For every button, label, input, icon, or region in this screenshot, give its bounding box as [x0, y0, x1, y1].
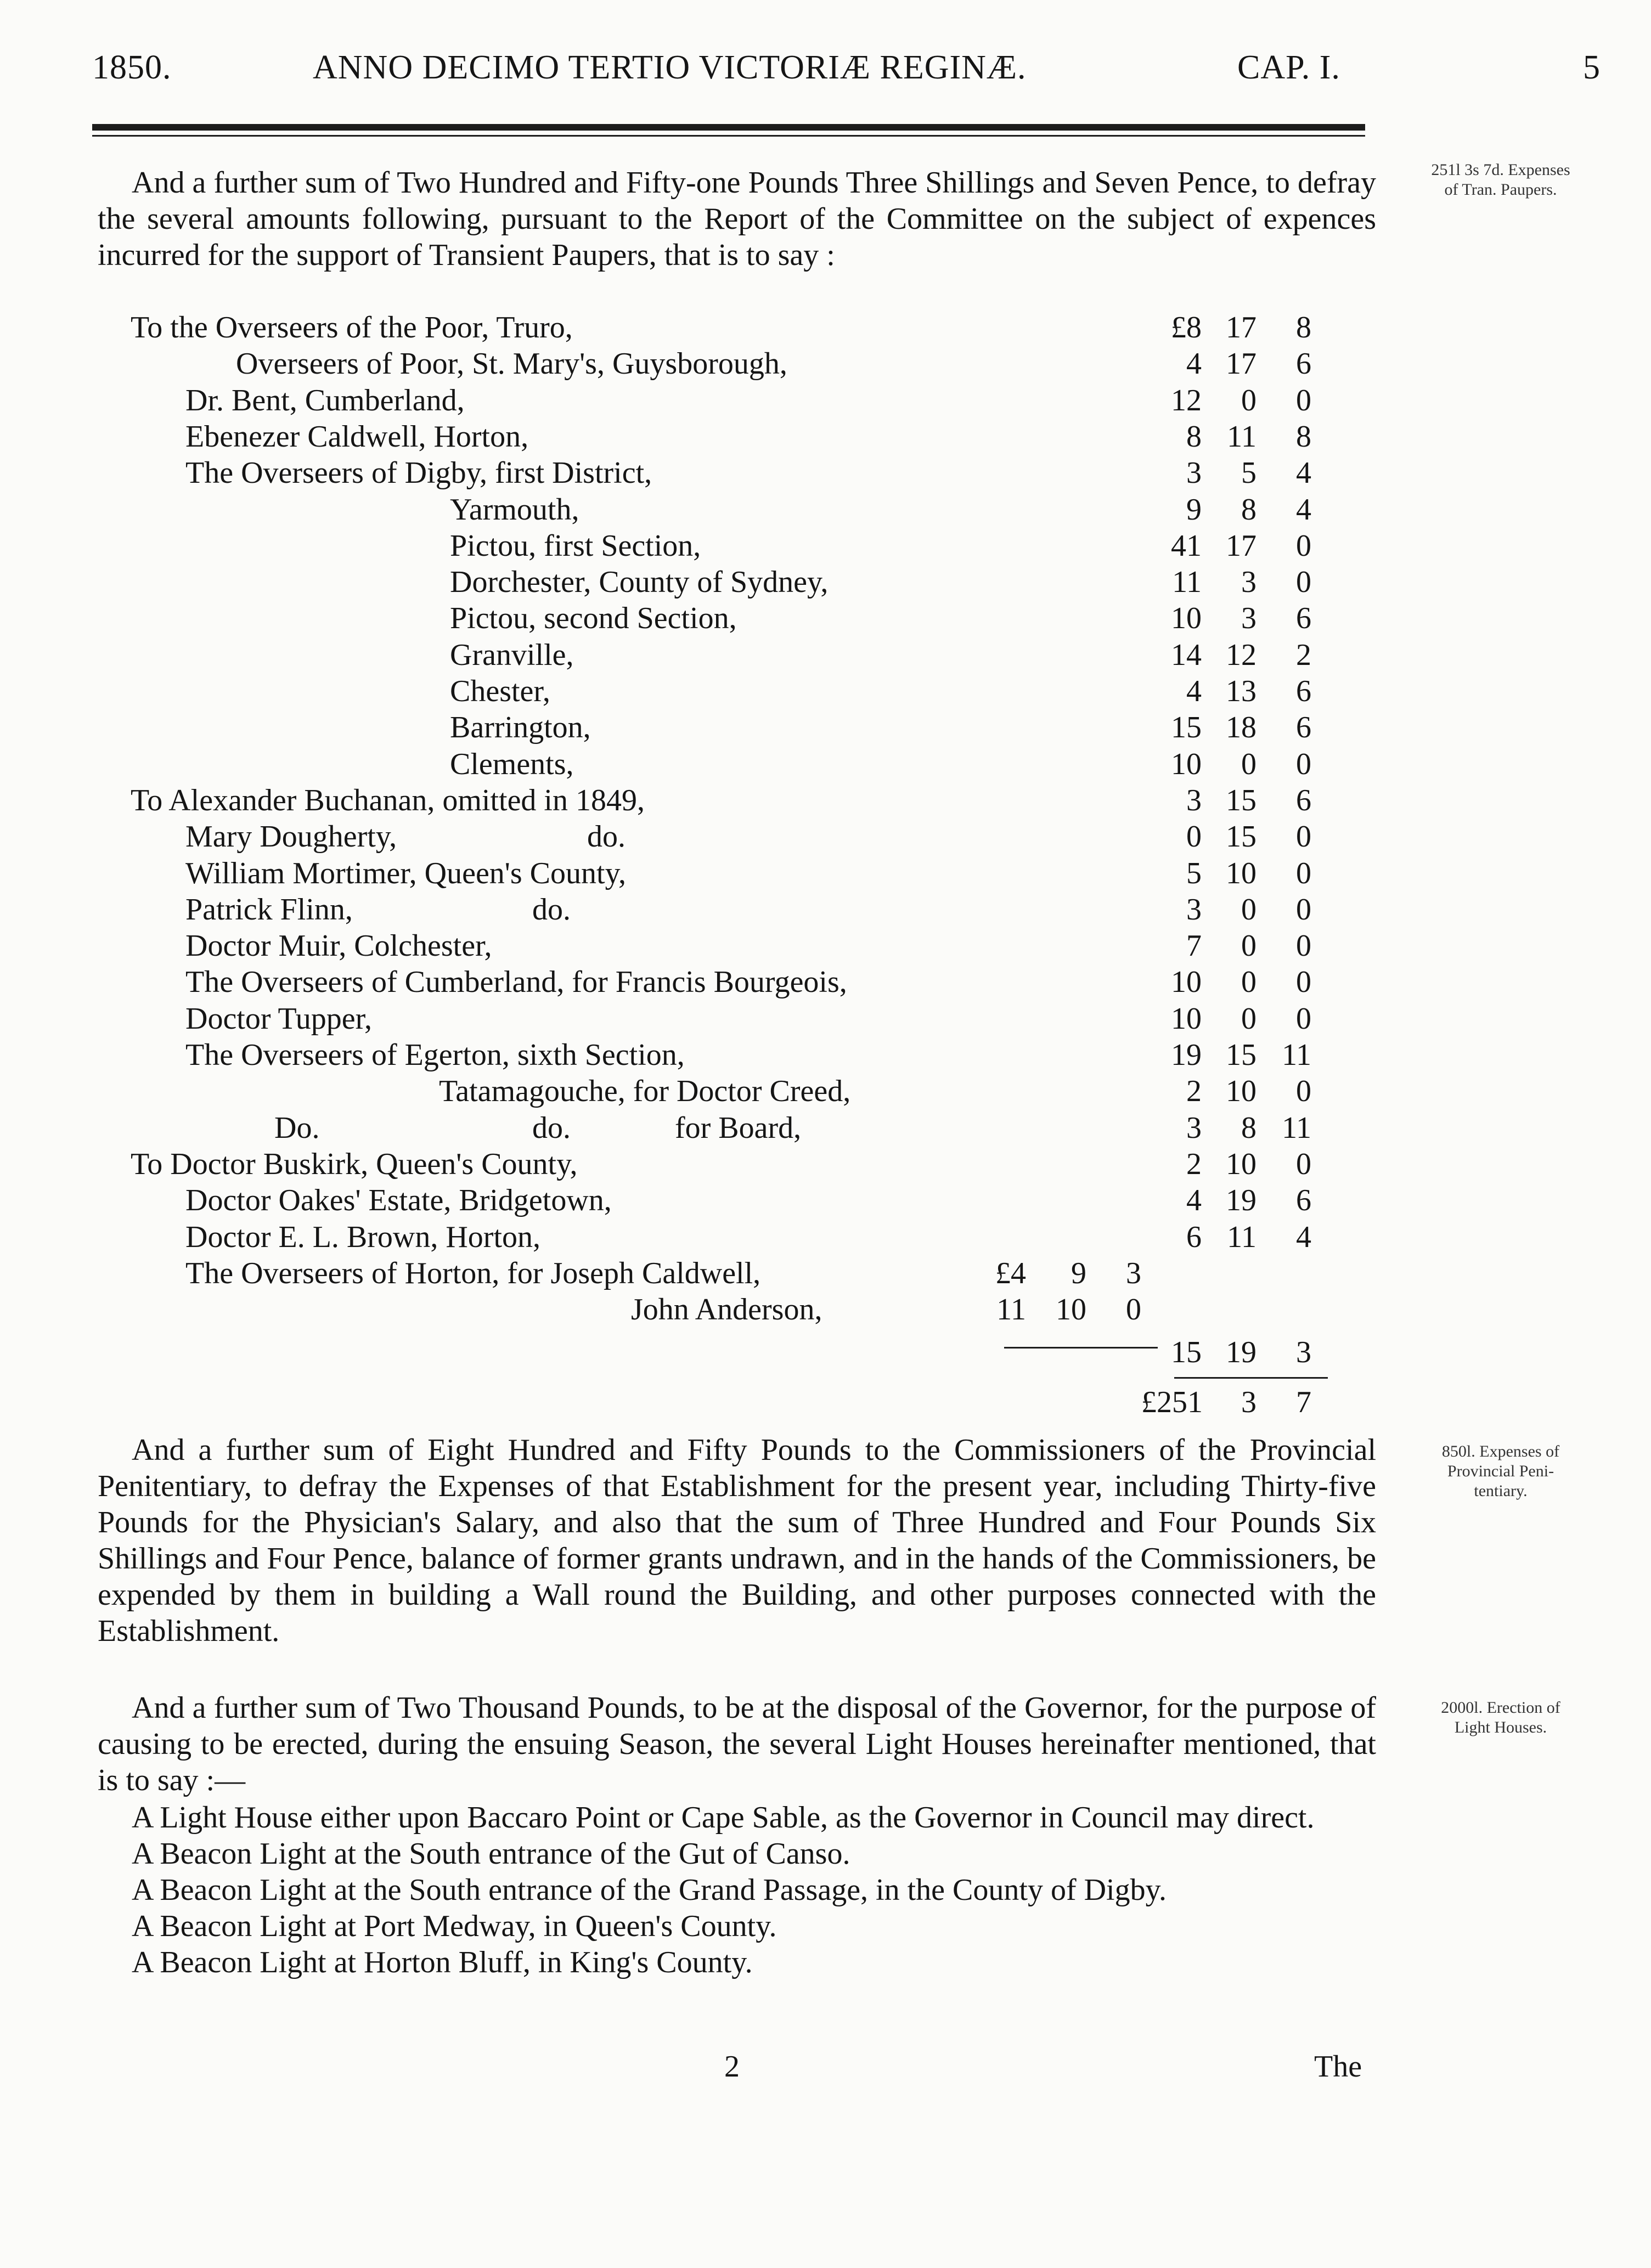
amount-shillings: 15	[1226, 1038, 1256, 1072]
account-row	[0, 419, 1651, 455]
amount-shillings: 10	[1226, 856, 1256, 890]
amount-shillings: 10	[1226, 1074, 1256, 1109]
amount-shillings: 0	[1241, 929, 1256, 963]
account-row	[0, 455, 1651, 492]
lighthouse-item: A Light House either upon Baccaro Point or Cape Sable, as the Governor in Council may direct.	[132, 1801, 1315, 1835]
account-row	[0, 601, 1651, 637]
account-row	[0, 1147, 1651, 1183]
amount-pence: 6	[1296, 1183, 1311, 1218]
payee-label: Chester,	[450, 674, 550, 708]
account-row	[0, 747, 1651, 783]
amount-pounds: 10	[1171, 747, 1202, 781]
amount-shillings: 19	[1226, 1335, 1256, 1370]
payee-label: To Doctor Buskirk, Queen's County,	[131, 1147, 578, 1181]
subtotal-rule	[1004, 1347, 1158, 1349]
amount-shillings: 0	[1241, 747, 1256, 781]
payee-label: Tatamagouche, for Doctor Creed,	[439, 1074, 851, 1109]
account-row	[0, 1110, 1651, 1147]
payee-label: Pictou, second Section,	[450, 601, 737, 636]
sub-shillings: 9	[1071, 1256, 1086, 1290]
sub-pence: 3	[1126, 1256, 1141, 1290]
account-row	[0, 856, 1651, 892]
amount-pounds: 2	[1186, 1074, 1202, 1109]
intro-text: And a further sum of Two Hundred and Fifty-one Pounds Three Shillings and Seven Pence, to defray the several amounts following, pursuant to the Report of the Committee on the subject of expences incurred for the support of Transient Paupers, that is to say :	[98, 166, 1376, 272]
amount-pounds: 5	[1186, 856, 1202, 890]
account-row	[0, 1335, 1651, 1371]
amount-pounds: 2	[1186, 1147, 1202, 1181]
amount-shillings: 8	[1241, 1110, 1256, 1145]
margin-note-paupers: 251l 3s 7d. Expenses of Tran. Paupers.	[1431, 161, 1570, 199]
account-row	[0, 528, 1651, 565]
amount-pounds: 12	[1171, 383, 1202, 418]
payee-label: Doctor E. L. Brown, Horton,	[185, 1220, 541, 1254]
header-title: ANNO DECIMO TERTIO VICTORIÆ REGINÆ.	[313, 49, 1027, 86]
account-row	[0, 1037, 1651, 1074]
amount-pounds: 3	[1186, 456, 1202, 490]
margin-note-penitentiary: 850l. Expenses of Provincial Peni- tentiary.	[1441, 1442, 1560, 1500]
account-row	[0, 964, 1651, 1001]
payee-label: Mary Dougherty,	[185, 820, 397, 854]
payee-label: Granville,	[450, 637, 574, 672]
amount-shillings: 0	[1241, 1001, 1256, 1036]
margin-note-lighthouses: 2000l. Erection of Light Houses.	[1441, 1699, 1560, 1736]
penitentiary-text: And a further sum of Eight Hundred and Fifty Pounds to the Commissioners of the Provincial Penitentiary, to defray the Expenses of that Establishment for the present year, including Thirty-five Pounds for the Physician's Salary, and also that the sum of Three Hundred and Four Pounds Six Shillings and Four Pence, balance of former grants undrawn, and in the hands of the Commissioners, be expended by them in building a Wall round the Building, and other purposes connected with the Establishment.	[98, 1433, 1376, 1648]
amount-shillings: 15	[1226, 783, 1256, 817]
amount-pounds: 41	[1171, 528, 1202, 563]
header-year: 1850.	[92, 49, 172, 86]
amount-pence: 0	[1296, 1074, 1311, 1109]
amount-shillings: 3	[1241, 1385, 1256, 1419]
account-row	[0, 1074, 1651, 1110]
payee-label: Patrick Flinn,	[185, 892, 353, 927]
payee-label: Doctor Oakes' Estate, Bridgetown,	[185, 1183, 612, 1218]
lighthouse-list	[98, 1799, 1376, 1981]
payee-label: Overseers of Poor, St. Mary's, Guysborough,	[236, 347, 787, 381]
amount-pence: 6	[1296, 601, 1311, 636]
payee-label: Barrington,	[450, 710, 591, 745]
amount-pence: 11	[1282, 1110, 1311, 1145]
amount-shillings: 17	[1226, 347, 1256, 381]
amount-pounds: 7	[1186, 929, 1202, 963]
account-row	[0, 783, 1651, 819]
payee-label: William Mortimer, Queen's County,	[185, 856, 626, 890]
ditto-mark: do.	[532, 1110, 571, 1145]
amount-pounds: 11	[1172, 565, 1202, 600]
payee-label: The Overseers of Digby, first District,	[185, 456, 652, 490]
amount-pence: 11	[1282, 1038, 1311, 1072]
amount-pounds: 15	[1171, 1335, 1202, 1370]
amount-pence: 0	[1296, 929, 1311, 963]
payee-label: Do.	[274, 1110, 320, 1145]
payee-label: Dorchester, County of Sydney,	[450, 565, 829, 600]
amount-pence: 8	[1296, 419, 1311, 454]
amount-pence: 3	[1296, 1335, 1311, 1370]
amount-pence: 4	[1296, 1220, 1311, 1254]
amount-pence: 6	[1296, 710, 1311, 745]
amount-pence: 0	[1296, 565, 1311, 600]
payee-label: Clements,	[450, 747, 574, 781]
amount-pounds: 10	[1171, 1001, 1202, 1036]
amount-pounds: 14	[1171, 637, 1202, 672]
payee-label: The Overseers of Cumberland, for Francis Bourgeois,	[185, 965, 847, 1000]
amount-pence: 6	[1296, 674, 1311, 708]
amount-pounds: 9	[1186, 492, 1202, 527]
amount-pence: 0	[1296, 892, 1311, 927]
account-row	[0, 710, 1651, 746]
payee-label: The Overseers of Egerton, sixth Section,	[185, 1038, 685, 1072]
amount-shillings: 0	[1241, 892, 1256, 927]
amount-shillings: 10	[1226, 1147, 1256, 1181]
lighthouses-text: And a further sum of Two Thousand Pounds, to be at the disposal of the Governor, for the purpose of causing to be erected, during the ensuing Season, the several Light Houses hereinafter mentioned, that is to say :—	[98, 1691, 1376, 1797]
account-row	[0, 674, 1651, 710]
lighthouses-paragraph	[98, 1690, 1376, 1798]
payee-label: To the Overseers of the Poor, Truro,	[131, 311, 573, 345]
account-row	[0, 1220, 1651, 1256]
payee-label: Doctor Muir, Colchester,	[185, 929, 492, 963]
amount-pounds: 4	[1186, 674, 1202, 708]
amount-pence: 0	[1296, 528, 1311, 563]
amount-pounds: £8	[1171, 311, 1202, 345]
amount-pounds: 6	[1186, 1220, 1202, 1254]
amount-pounds: 4	[1186, 1183, 1202, 1218]
header-rule-thin	[92, 135, 1365, 137]
account-row	[0, 1385, 1651, 1421]
amount-pence: 0	[1296, 820, 1311, 854]
amount-pounds: 10	[1171, 965, 1202, 1000]
payee-label: To Alexander Buchanan, omitted in 1849,	[131, 783, 645, 817]
amount-shillings: 17	[1226, 528, 1256, 563]
amount-pence: 2	[1296, 637, 1311, 672]
amount-pounds: 3	[1186, 892, 1202, 927]
amount-pence: 0	[1296, 383, 1311, 418]
amount-pence: 4	[1296, 456, 1311, 490]
amount-shillings: 3	[1241, 565, 1256, 600]
amount-pence: 8	[1296, 311, 1311, 345]
page-footer	[0, 2049, 1651, 2088]
account-row	[0, 892, 1651, 928]
catchword: The	[1314, 2050, 1362, 2084]
account-row	[0, 1292, 1651, 1328]
payee-label: Pictou, first Section,	[450, 528, 701, 563]
ditto-mark: do.	[532, 892, 571, 927]
amount-shillings: 13	[1226, 674, 1256, 708]
sub-pounds: £4	[995, 1256, 1026, 1290]
sub-pounds: 11	[996, 1293, 1026, 1327]
amount-pence: 0	[1296, 1147, 1311, 1181]
amount-pence: 6	[1296, 347, 1311, 381]
amount-pence: 6	[1296, 783, 1311, 817]
account-row	[0, 1183, 1651, 1219]
amount-pounds: 10	[1171, 601, 1202, 636]
lighthouse-item: A Beacon Light at Port Medway, in Queen's County.	[132, 1909, 777, 1943]
amount-pounds: 0	[1186, 820, 1202, 854]
account-row	[0, 637, 1651, 674]
payee-label: Yarmouth,	[450, 492, 579, 527]
account-row	[0, 1256, 1651, 1292]
payee-label: John Anderson,	[631, 1293, 822, 1327]
account-row	[0, 819, 1651, 855]
signature-mark: 2	[724, 2050, 740, 2084]
amount-pence: 0	[1296, 747, 1311, 781]
amount-shillings: 18	[1226, 710, 1256, 745]
payee-label: Doctor Tupper,	[185, 1001, 372, 1036]
account-row	[0, 1001, 1651, 1037]
penitentiary-paragraph	[98, 1432, 1376, 1649]
amount-shillings: 0	[1241, 383, 1256, 418]
amount-shillings: 19	[1226, 1183, 1256, 1218]
amount-pence: 4	[1296, 492, 1311, 527]
amount-shillings: 5	[1241, 456, 1256, 490]
account-row	[0, 492, 1651, 528]
amount-shillings: 17	[1226, 311, 1256, 345]
header-rule-thick	[92, 124, 1365, 131]
amount-pounds: 3	[1186, 783, 1202, 817]
lighthouse-item: A Beacon Light at the South entrance of the Grand Passage, in the County of Digby.	[132, 1873, 1167, 1907]
amount-pounds: 4	[1186, 347, 1202, 381]
ditto-mark: do.	[587, 820, 626, 854]
amount-pounds: 19	[1171, 1038, 1202, 1072]
payee-label: Dr. Bent, Cumberland,	[185, 383, 465, 418]
payee-detail: for Board,	[675, 1110, 802, 1145]
account-row	[0, 310, 1651, 346]
intro-paragraph	[98, 165, 1376, 273]
lighthouse-item: A Beacon Light at Horton Bluff, in King's County.	[132, 1945, 753, 1979]
account-row	[0, 346, 1651, 382]
amount-shillings: 12	[1226, 637, 1256, 672]
sub-pence: 0	[1126, 1293, 1141, 1327]
amount-pence: 0	[1296, 856, 1311, 890]
amount-pounds: 3	[1186, 1110, 1202, 1145]
amount-pounds: 8	[1186, 419, 1202, 454]
amount-pence: 0	[1296, 965, 1311, 1000]
amount-shillings: 8	[1241, 492, 1256, 527]
payee-label: Ebenezer Caldwell, Horton,	[185, 419, 529, 454]
account-row	[0, 383, 1651, 419]
amount-shillings: 15	[1226, 820, 1256, 854]
page-number: 5	[1583, 49, 1601, 86]
amount-shillings: 11	[1227, 419, 1256, 454]
lighthouse-item: A Beacon Light at the South entrance of the Gut of Canso.	[132, 1837, 850, 1871]
sub-shillings: 10	[1056, 1293, 1086, 1327]
header-chapter: CAP. I.	[1237, 49, 1340, 86]
total-rule	[1174, 1377, 1328, 1379]
payee-label: The Overseers of Horton, for Joseph Caldwell,	[185, 1256, 761, 1290]
amount-pence: 0	[1296, 1001, 1311, 1036]
account-row	[0, 565, 1651, 601]
amount-shillings: 0	[1241, 965, 1256, 1000]
amount-pounds: 15	[1171, 710, 1202, 745]
amount-shillings: 11	[1227, 1220, 1256, 1254]
running-header	[0, 48, 1651, 109]
amount-shillings: 3	[1241, 601, 1256, 636]
amount-pounds: £251	[1141, 1385, 1203, 1419]
amount-pence: 7	[1296, 1385, 1311, 1419]
account-row	[0, 928, 1651, 964]
